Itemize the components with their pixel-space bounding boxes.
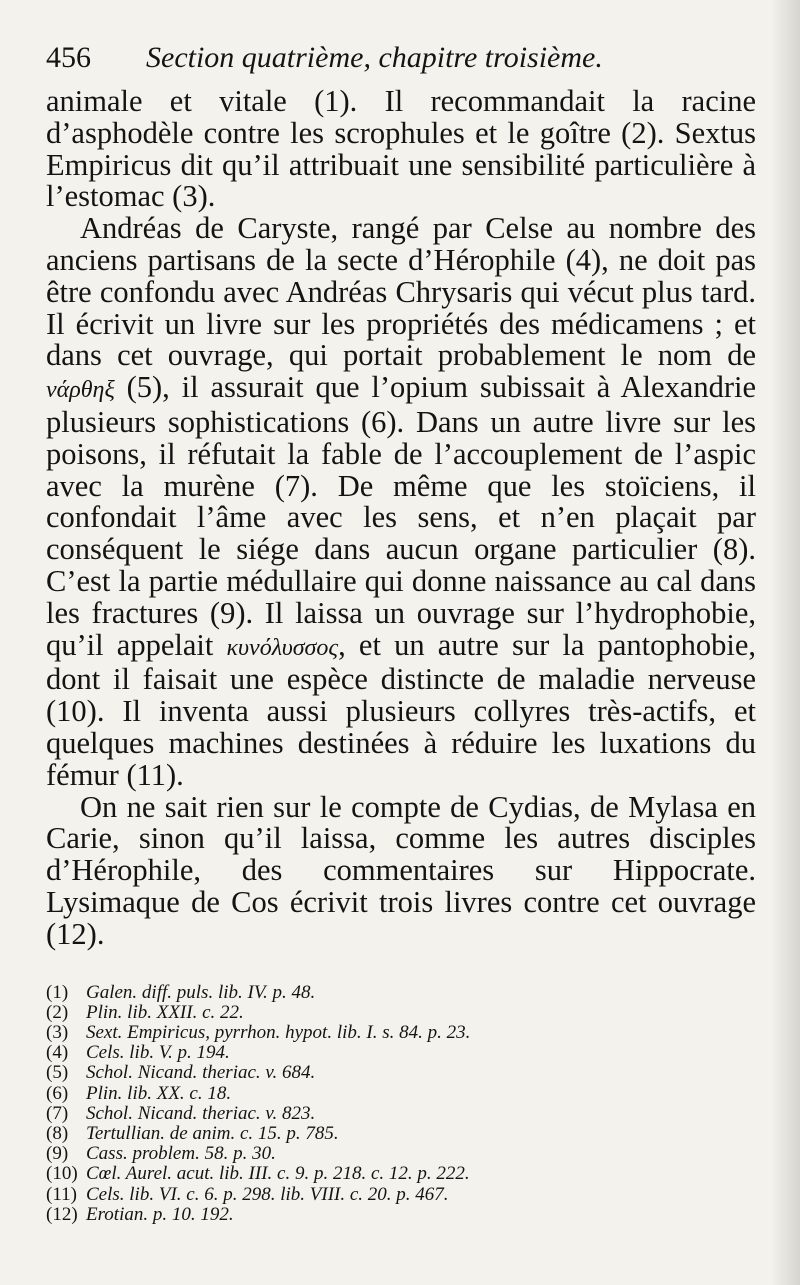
footnote <box>46 1104 756 1124</box>
footnote <box>46 1063 756 1083</box>
footnote <box>46 1164 756 1184</box>
footnote-number: (5) <box>46 1062 69 1084</box>
footnote-text: Cœl. Aurel. acut. lib. III. c. 9. p. 218. c. 12. p. 222. <box>86 1163 470 1185</box>
footnote-number: (12) <box>46 1203 78 1225</box>
footnote-number: (4) <box>46 1042 69 1064</box>
page-edge-shadow <box>770 0 800 1285</box>
footnote-text: Erotian. p. 10. 192. <box>86 1203 234 1225</box>
footnote-text: Plin. lib. XX. c. 18. <box>86 1082 232 1104</box>
footnote-text: Sext. Empiricus, pyrrhon. hypot. lib. I. s. 84. p. 23. <box>86 1021 471 1043</box>
footnote-number: (10) <box>46 1163 78 1185</box>
footnote <box>46 1124 756 1144</box>
footnote-number: (3) <box>46 1021 69 1043</box>
footnote-text: Cels. lib. VI. c. 6. p. 298. lib. VIII. c. 20. p. 467. <box>86 1183 449 1205</box>
footnote-number: (8) <box>46 1122 69 1144</box>
footnote-text: Schol. Nicand. theriac. v. 823. <box>86 1102 316 1124</box>
footnote <box>46 1084 756 1104</box>
paragraph-text: (5), il assurait que l’opium subissait à Alexandrie plusieurs sophistications (6). Dans un autre livre sur les poisons, il réfutait la fable de l’accouplement de l’aspic avec la murène (7). De même que les stoïciens, il confondait l’âme avec les sens, et n’en plaçait par conséquent le siége dans aucun organe particulier (8). C’est la partie médullaire qui donne naissance au cal dans les fractures (9). Il laissa un ouvrage sur l’hydrophobie, qu’il appelait <box>46 370 756 662</box>
paragraph <box>46 86 756 213</box>
footnote-text: Cass. problem. 58. p. 30. <box>86 1143 276 1165</box>
running-head: Section quatrième, chapitre troisième. <box>146 41 603 74</box>
body-text <box>46 86 756 951</box>
page-header <box>46 40 756 86</box>
footnote-number: (1) <box>46 981 69 1003</box>
greek-word: κυνόλυσσος <box>226 634 339 661</box>
greek-word: νάρθηξ <box>46 377 115 404</box>
footnote-text: Plin. lib. XXII. c. 22. <box>86 1001 244 1023</box>
page-number: 456 <box>46 41 91 74</box>
footnote-text: Schol. Nicand. theriac. v. 684. <box>86 1062 316 1084</box>
footnotes <box>46 983 756 1225</box>
footnote <box>46 1144 756 1164</box>
footnote-number: (2) <box>46 1001 69 1023</box>
paragraph <box>46 213 756 791</box>
paragraph-text: On ne sait rien sur le compte de Cydias, de Mylasa en Carie, sinon qu’il laissa, comme les autres disciples d’Hérophile, des commentaires sur Hippocrate. Lysimaque de Cos écrivit trois livres contre cet ouvrage (12). <box>46 789 756 951</box>
paragraph <box>46 789 756 951</box>
paragraph-text: animale et vitale (1). Il recommandait la racine d’asphodèle contre les scrophules et le goître (2). Sextus Empiricus dit qu’il attribuait une sensibilité particulière à l’estomac (3). <box>46 84 756 214</box>
footnote-number: (11) <box>46 1183 77 1205</box>
paragraph-text: , et un autre sur la pantophobie, dont il faisait une espèce distincte de maladie nerveuse (10). Il inventa aussi plusieurs collyres très-actifs, et quelques machines destinées à réduire les luxations du fémur (11). <box>46 627 757 792</box>
footnote-number: (9) <box>46 1143 69 1165</box>
footnote-number: (6) <box>46 1082 69 1104</box>
footnote-text: Galen. diff. puls. lib. IV. p. 48. <box>86 981 316 1003</box>
footnote <box>46 1023 756 1043</box>
footnote-text: Tertullian. de anim. c. 15. p. 785. <box>86 1122 339 1144</box>
paragraph-text: Andréas de Caryste, rangé par Celse au nombre des anciens partisans de la secte d’Hérophile (4), ne doit pas être confondu avec Andréas Chrysaris qui vécut plus tard. Il écrivit un livre sur les propriétés des médicamens ; et dans cet ouvrage, qui portait probablement le nom de <box>46 211 756 373</box>
footnote <box>46 1043 756 1063</box>
footnote <box>46 1205 756 1225</box>
footnote <box>46 1003 756 1023</box>
footnote-number: (7) <box>46 1102 69 1124</box>
footnote-text: Cels. lib. V. p. 194. <box>86 1042 230 1064</box>
footnote <box>46 983 756 1003</box>
footnote <box>46 1185 756 1205</box>
